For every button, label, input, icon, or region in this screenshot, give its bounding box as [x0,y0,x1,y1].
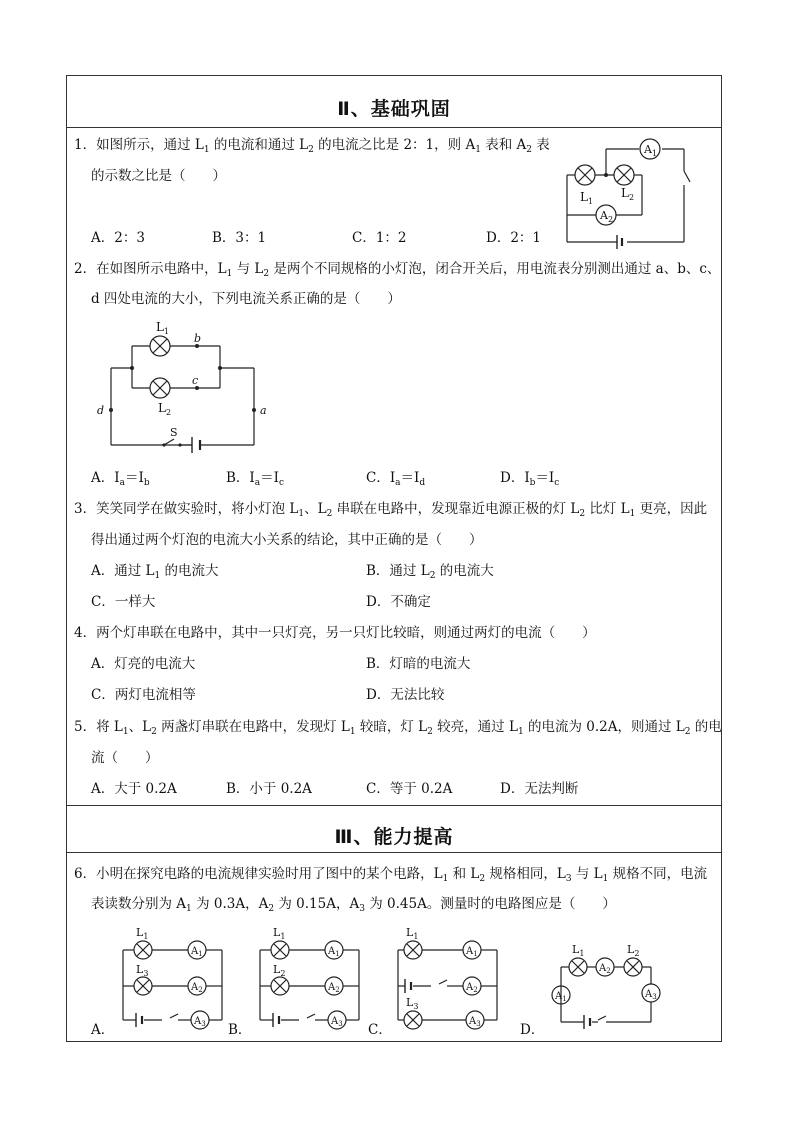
q3-option-d: D．不确定 [366,594,431,610]
q2-point-c-label: c [192,374,199,387]
q6-figure-b [255,922,365,1034]
q6-option-d: D． [520,1022,545,1038]
q2-option-c: C．$I_a=I_d$ [366,470,426,488]
q6d-label-l2: $L_2$ [627,943,640,958]
question-3-line-1: 3．笑笑同学在做实验时，将小灯泡 $L_1$、$L_2$ 串联在电路中，发现靠近电源正极的灯 $L_2$ 比灯 $L_1$ 更亮，因此 [74,501,708,519]
q1-ammeter-a1-label: $A_1$ [644,143,658,158]
q6-option-b: B． [228,1022,252,1038]
q6c-label-a1: $A_1$ [466,946,478,958]
q3-option-a: A．通过 $L_1$ 的电流大 [91,563,219,581]
q6a-label-a2: $A_2$ [191,982,203,994]
q1-lamp-l2-label: $L_2$ [621,186,635,202]
q6c-label-l3: $L_3$ [406,996,419,1011]
q6a-label-a3: $A_3$ [194,1016,206,1028]
q5-option-b: B．小于 0.2A [226,781,312,797]
question-2-line-2: d 四处电流的大小，下列电流关系正确的是（ ） [91,291,401,307]
q6b-label-a1: $A_1$ [328,946,340,958]
q6d-label-a2: $A_2$ [599,963,611,975]
q1-circuit-figure [560,135,690,247]
q4-option-b: B．灯暗的电流大 [366,656,471,672]
q2-point-d-label: d [97,404,105,417]
question-5-line-1: 5．将 $L_1$、$L_2$ 两盏灯串联在电路中，发现灯 $L_1$ 较暗，灯 $L_2$ 较亮，通过 $L_1$ 的电流为 0.2A，则通过 $L_2$ 的电 [74,719,722,737]
q5-option-c: C．等于 0.2A [366,781,453,797]
q2-circuit-figure [90,318,275,453]
q6-option-a: A． [91,1022,115,1038]
q2-option-a: A．$I_a=I_b$ [91,470,150,488]
section-divider [66,852,722,853]
q2-switch-label: S [170,426,178,439]
question-5-line-2: 流（ ） [91,750,159,766]
q3-option-b: B．通过 $L_2$ 的电流大 [366,563,494,581]
q2-option-d: D．$I_b=I_c$ [500,470,560,488]
q6d-label-a3: $A_3$ [645,989,657,1001]
q4-option-a: A．灯亮的电流大 [91,656,196,672]
q6c-label-a3: $A_3$ [469,1016,481,1028]
question-6-line-1: 6．小明在探究电路的电流规律实验时用了图中的某个电路，$L_1$ 和 $L_2$ 规格相同，$L_3$ 与 $L_1$ 规格不同，电流 [74,866,708,884]
q6-figure-d [548,940,666,1032]
question-1-line-2: 的示数之比是（ ） [91,168,226,184]
q1-option-a: A．2：3 [91,230,145,246]
section-divider [66,805,722,806]
q4-option-d: D．无法比较 [366,687,445,703]
q1-option-d: D．2：1 [486,230,542,246]
q2-point-a-label: a [260,404,267,417]
section-divider [66,127,722,128]
section-title-advanced: Ⅲ、能力提高 [334,826,454,848]
q5-option-a: A．大于 0.2A [91,781,177,797]
q6d-label-a1: $A_1$ [555,991,567,1003]
question-6-line-2: 表读数分别为 $A_1$ 为 0.3A，$A_2$ 为 0.15A，$A_3$ 为 0.45A。测量时的电路图应是（ ） [91,896,616,914]
q6b-label-l2: $L_2$ [273,963,286,978]
q6b-label-a3: $A_3$ [331,1016,343,1028]
q6a-label-l3: $L_3$ [136,963,149,978]
q6-figure-c [393,922,503,1034]
question-4-line-1: 4．两个灯串联在电路中，其中一只灯亮，另一只灯比较暗，则通过两灯的电流（ ） [74,625,596,641]
section-title-basic: Ⅱ、基础巩固 [337,98,451,120]
question-1-line-1: 1．如图所示，通过 $L_1$ 的电流和通过 $L_2$ 的电流之比是 2：1，则 $A_1$ 表和 $A_2$ 表 [74,137,550,155]
q1-ammeter-a2-label: $A_2$ [600,209,614,224]
q1-lamp-l1-label: $L_1$ [580,190,594,206]
q6b-label-l1: $L_1$ [273,926,286,941]
q2-point-b-label: b [194,332,202,345]
q4-option-c: C．两灯电流相等 [91,687,196,703]
q1-option-b: B．3：1 [212,230,267,246]
q6b-label-a2: $A_2$ [328,982,340,994]
q5-option-d: D．无法判断 [500,781,579,797]
question-3-line-2: 得出通过两个灯泡的电流大小关系的结论，其中正确的是（ ） [91,532,483,548]
q1-option-c: C．1：2 [352,230,407,246]
q2-option-b: B．$I_a=I_c$ [226,470,285,488]
q6-figure-a [118,922,228,1034]
q6d-label-l1: $L_1$ [572,943,585,958]
q6a-label-l1: $L_1$ [136,926,149,941]
q2-lamp-l2-label: $L_2$ [158,401,172,417]
q6c-label-l1: $L_1$ [406,926,419,941]
q6-option-c: C． [368,1022,392,1038]
q3-option-c: C．一样大 [91,594,156,610]
question-2-line-1: 2．在如图所示电路中，$L_1$ 与 $L_2$ 是两个不同规格的小灯泡，闭合开关后，用电流表分别测出通过 a、b、c、 [74,261,721,279]
q6c-label-a2: $A_2$ [466,982,478,994]
q6a-label-a1: $A_1$ [191,946,203,958]
q2-lamp-l1-label: $L_1$ [156,320,170,336]
